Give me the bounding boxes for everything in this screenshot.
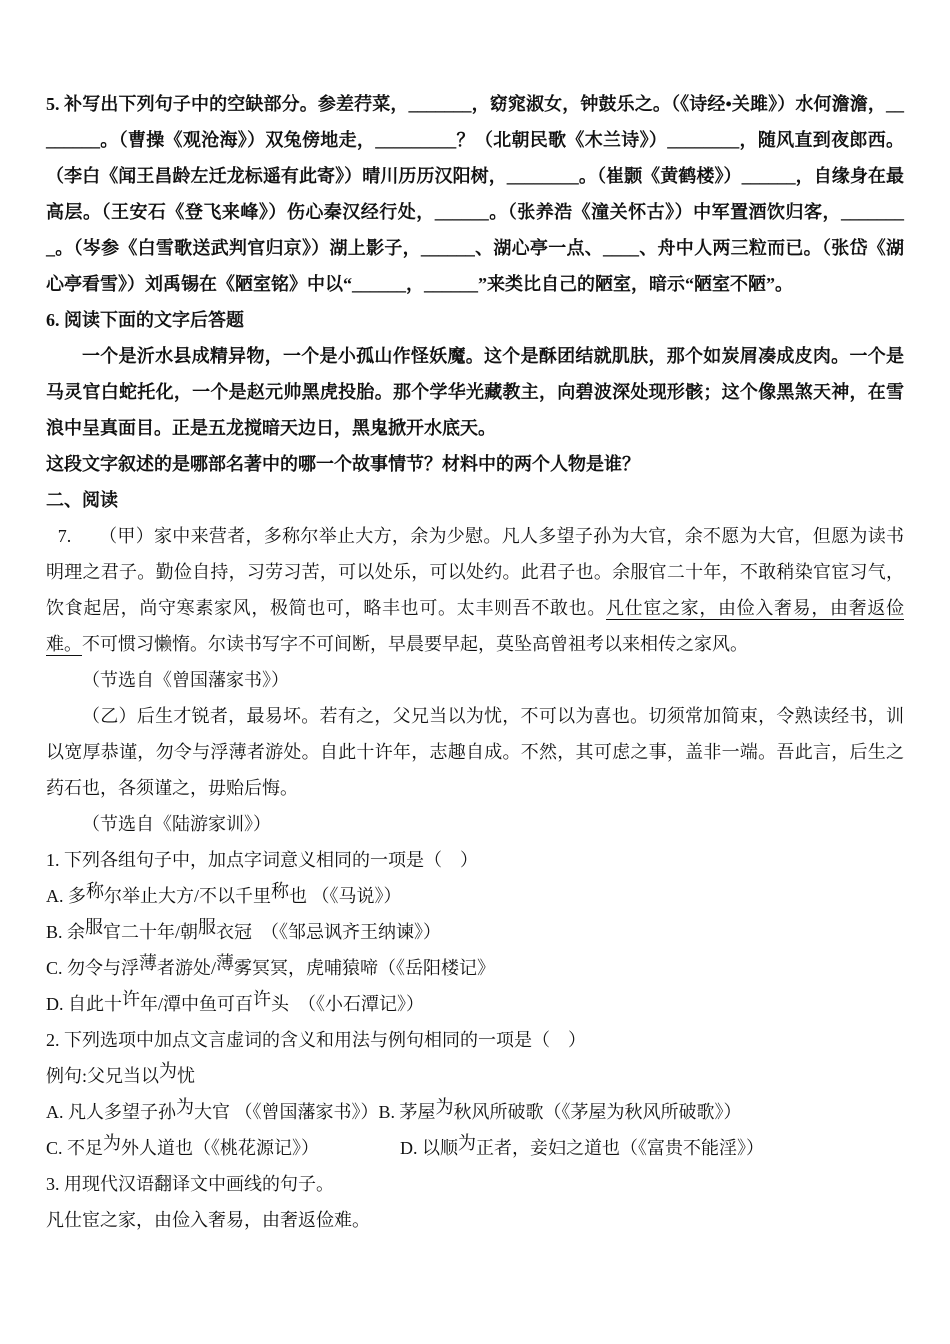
passage-jia-source: （节选自《曾国藩家书》） [82,670,289,690]
question-5: 5. 补写出下列句子中的空缺部分。参差荇菜，_______，窈窕淑女，钟鼓乐之。（《诗经•关雎》）水何澹澹，________。（曹操《观沧海》）双兔傍地走，_________？（北朝民歌《木兰诗》）________，随风直到夜郎西。（李白《闻王昌龄左迁龙标遥有此寄》）晴川历历汉阳树，________。（崔颢《黄鹤楼》）______，自缘身在最高层。（王安石《登飞来峰》）伤心秦汉经行处，______。（张养浩《潼关怀古》）中军置酒饮归客，________。（岑参《白雪歌送武判官归京》）湖上影子，______、湖心亭一点、____、舟中人两三粒而已。（张岱《湖心亭看雪》）刘禹锡在《陋室铭》中以“______，______”来类比自己的陋室，暗示“陋室不陋”。 [46,94,904,294]
q1-option-c: C. 勿令与浮薄者游处/薄雾冥冥，虎哺猿啼（《岳阳楼记》 [46,953,496,978]
q1-option-b: B. 余服官二十年/朝服衣冠 （《邹忌讽齐王纳谏》） [46,917,442,942]
q1-option-a: A. 多称尔举止大方/不以千里称也 （《马说》） [46,881,402,906]
q2-example: 例句:父兄当以为忧 [46,1061,196,1086]
q2-stem: 2. 下列选项中加点文言虚词的含义和用法与例句相同的一项是（ ） [46,1030,586,1050]
q1-stem: 1. 下列各组句子中，加点字词意义相同的一项是（ ） [46,850,478,870]
passage-yi: （乙）后生才锐者，最易坏。若有之，父兄当以为忧，不可以为喜也。切须常加简束，令熟读经书，训以宽厚恭谨，勿令与浮薄者游处。自此十许年，志趣自成。不然，其可虑之事，盖非一端。吾此言，后生之药石也，各须谨之，毋贻后悔。 [46,706,904,798]
q3-sentence: 凡仕宦之家，由俭入奢易，由奢返俭难。 [46,1210,370,1230]
question-6-passage: 一个是沂水县成精异物，一个是小孤山作怪妖魔。这个是酥团结就肌肤，那个如炭屑凑成皮肉。一个是马灵官白蛇托化，一个是赵元帅黑虎投胎。那个学华光藏教主，向碧波深处现形骸；这个像黑煞天神，在雪浪中呈真面目。正是五龙搅暗天边日，黑鬼掀开水底天。 [46,346,904,438]
q2-options-ab: A. 凡人多望子孙为大官 （《曾国藩家书》）B. 茅屋为秋风所破歌（《茅屋为秋风所破歌》） [46,1097,742,1122]
passage-jia: 7. （甲）家中来营者，多称尔举止大方，余为少慰。凡人多望子孙为大官，余不愿为大官，但愿为读书明理之君子。勤俭自持，习劳习苦，可以处乐，可以处约。此君子也。余服官二十年，不敢稍染官宦习气，饮食起居，尚守寒素家风，极简也可，略丰也可。太丰则吾不敢也。凡仕宦之家，由俭入奢易，由奢返俭难。不可惯习懒惰。尔读书写字不可间断，早晨要早起，莫坠高曾祖考以来相传之家风。 [46,526,904,654]
question-6-heading: 6. 阅读下面的文字后答题 [46,310,244,330]
section-2-heading: 二、阅读 [46,490,118,510]
question-6-prompt: 这段文字叙述的是哪部名著中的哪一个故事情节？材料中的两个人物是谁？ [46,454,640,474]
q1-option-d: D. 自此十许年/潭中鱼可百许头 （《小石潭记》） [46,989,425,1014]
q2-options-cd: C. 不足为外人道也（《桃花源记》） D. 以顺为正者，妾妇之道也（《富贵不能淫》） [46,1133,765,1158]
q3-stem: 3. 用现代汉语翻译文中画线的句子。 [46,1174,334,1194]
passage-yi-source: （节选自《陆游家训》） [82,814,271,834]
